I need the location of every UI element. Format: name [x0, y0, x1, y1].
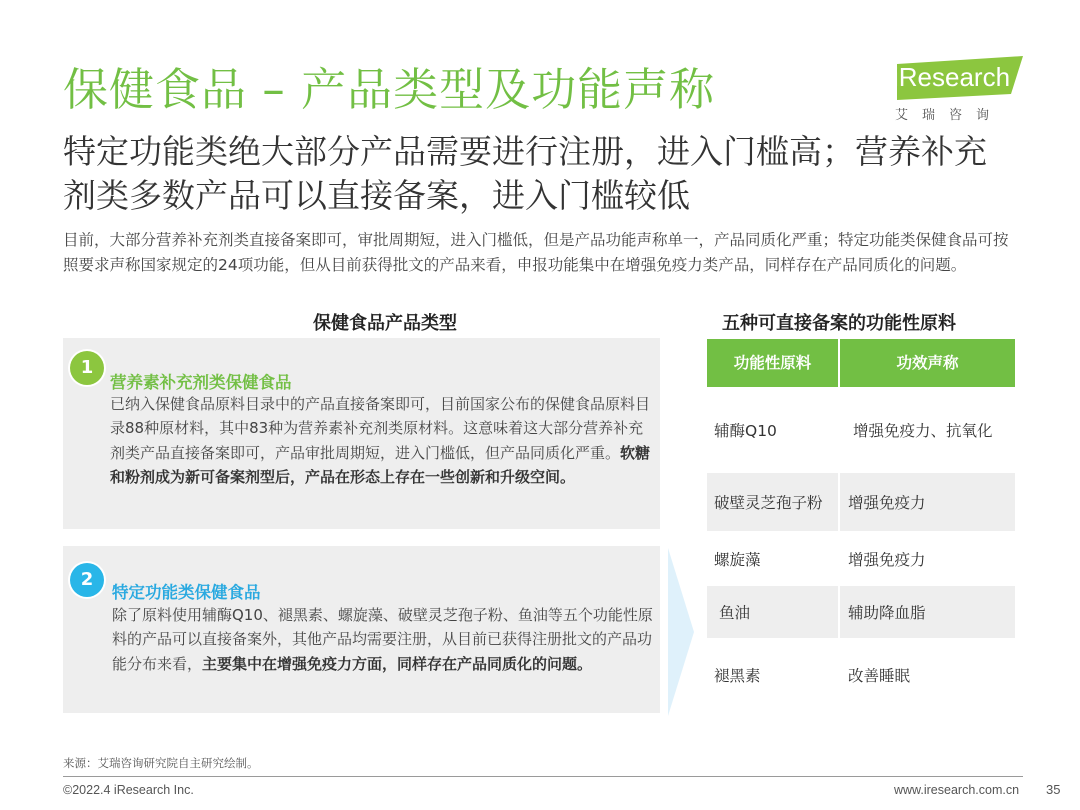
cell-material: 褪黑素 [707, 638, 838, 712]
card-1-title: 营养素补充剂类保健食品 [110, 373, 292, 392]
cell-claim: 增强免疫力 [840, 531, 1015, 586]
page-title: 保健食品 – 产品类型及功能声称 [63, 63, 716, 116]
number-badge-2: 2 [70, 563, 104, 597]
header-claim: 功效声称 [840, 339, 1015, 387]
table-row [707, 387, 1015, 473]
card-2-body [112, 603, 655, 676]
table-header [707, 339, 1015, 387]
raw-materials-table [707, 339, 1015, 712]
cell-claim: 辅助降血脂 [840, 586, 1015, 638]
cell-material: 鱼油 [707, 586, 838, 638]
source-note: 来源：艾瑞咨询研究院自主研究绘制。 [63, 756, 259, 770]
page-subtitle: 特定功能类绝大部分产品需要进行注册，进入门槛高；营养补充剂类多数产品可以直接备案，进入门槛较低 [63, 132, 987, 215]
number-badge-1: 1 [70, 351, 104, 385]
copyright: ©2022.4 iResearch Inc. [63, 783, 194, 797]
header-material: 功能性原料 [707, 339, 838, 387]
page-number: 35 [1046, 782, 1061, 797]
cell-material: 破壁灵芝孢子粉 [707, 473, 838, 531]
table-row [707, 473, 1015, 531]
chevron-right-icon [666, 548, 696, 716]
table-row [707, 586, 1015, 638]
footer-divider [63, 776, 1023, 777]
cell-claim: 增强免疫力、抗氧化 [840, 387, 1015, 473]
cell-material: 螺旋藻 [707, 531, 838, 586]
right-section-heading: 五种可直接备案的功能性原料 [722, 313, 956, 334]
table-row [707, 638, 1015, 712]
card-1-body-plain: 已纳入保健食品原料目录中的产品直接备案即可，目前国家公布的保健食品原料目录88种原材料，其中83种为营养素补充剂类原材料。这意味着这大部分营养补充剂类产品直接备案即可，产品审批周期短，进入门槛低，但产品同质化严重。 [110, 395, 651, 462]
logo-subtext: 艾瑞咨询 [895, 108, 1004, 123]
table-row [707, 531, 1015, 586]
cell-claim: 增强免疫力 [840, 473, 1015, 531]
logo-text: iResearch [893, 62, 1011, 92]
cell-material: 辅酶Q10 [707, 387, 838, 473]
cell-claim: 改善睡眠 [840, 638, 1015, 712]
website-link[interactable]: www.iresearch.com.cn [894, 783, 1020, 797]
card-1-body [110, 392, 655, 489]
card-2-title: 特定功能类保健食品 [112, 583, 261, 602]
intro-paragraph: 目前，大部分营养补充剂类直接备案即可，审批周期短，进入门槛低，但是产品功能声称单一，产品同质化严重；特定功能类保健食品可按照要求声称国家规定的24项功能，但从目前获得批文的产品来看，申报功能集中在增强免疫力类产品，同样存在产品同质化的问题。 [63, 231, 1009, 274]
card-2-body-plain: 除了原料使用辅酶Q10、褪黑素、螺旋藻、破壁灵芝孢子粉、鱼油等五个功能性原料的产品可以直接备案外，其他产品均需要注册，从目前已获得注册批文的产品功能分布来看， [112, 606, 653, 673]
left-section-heading: 保健食品产品类型 [313, 313, 457, 334]
card-1-body-bold: 软糖和粉剂成为新可备案剂型后，产品在形态上存在一些创新和升级空间。 [110, 443, 651, 486]
card-2-body-bold: 主要集中在增强免疫力方面，同样存在产品同质化的问题。 [202, 654, 593, 673]
